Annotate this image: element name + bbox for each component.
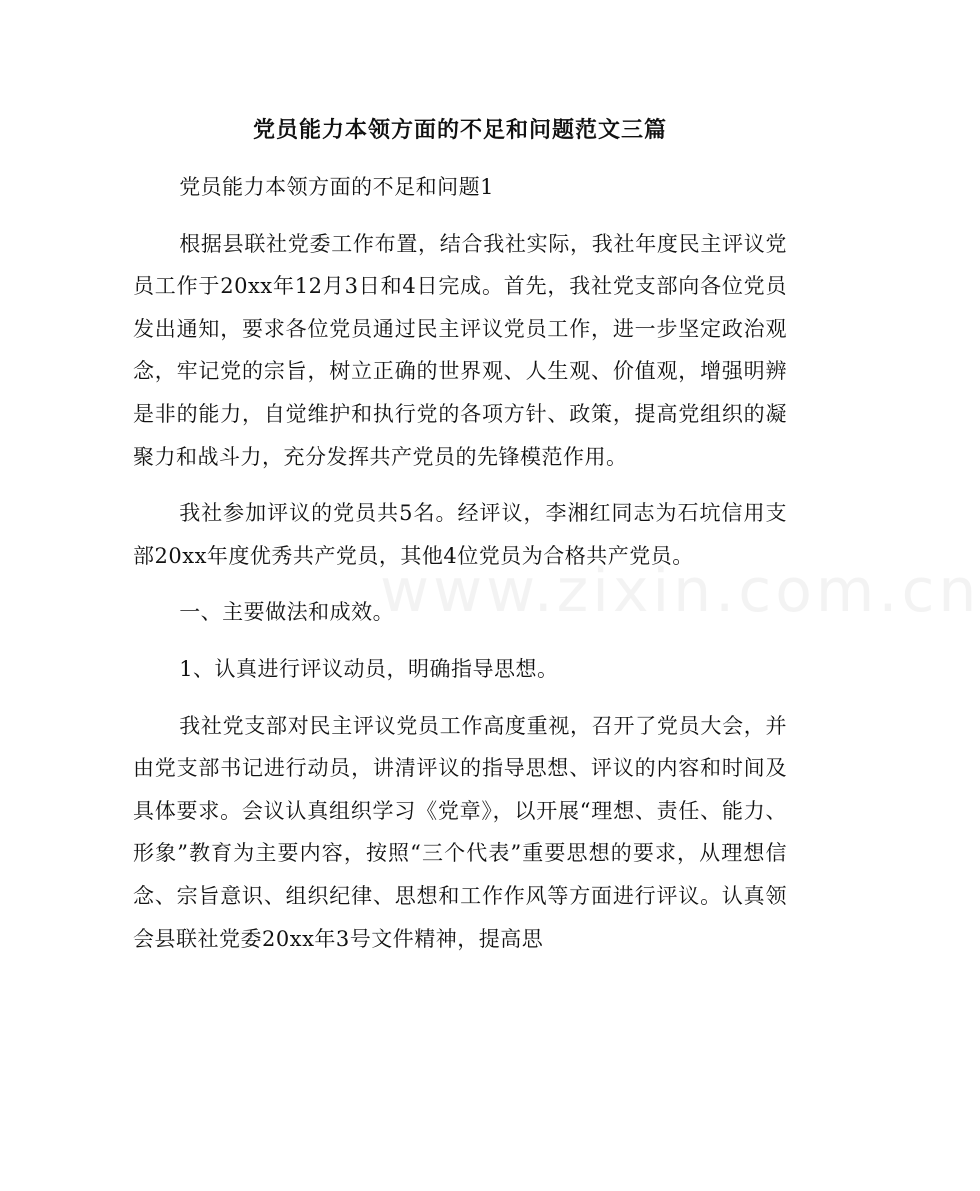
paragraph: 我社党支部对民主评议党员工作高度重视，召开了党员大会，并由党支部书记进行动员，讲清评议的指导思想、评议的内容和时间及具体要求。会议认真组织学习《党章》，以开展“理想、责任、能力、形象”教育为主要内容，按照“三个代表”重要思想的要求，从理想信念、宗旨意识、组织纪律、思想和工作作风等方面进行评议。认真领会县联社党委20xx年3号文件精神，提高思 [133, 713, 787, 951]
watermark: www.zixin.com.cn [380, 556, 980, 626]
subsection-heading: 1、认真进行评议动员，明确指导思想。 [179, 656, 559, 681]
paragraph: 根据县联社党委工作布置，结合我社实际，我社年度民主评议党员工作于20xx年12月3日和4日完成。首先，我社党支部向各位党员发出通知，要求各位党员通过民主评议党员工作，进一步坚定政治观念，牢记党的宗旨，树立正确的世界观、人生观、价值观，增强明辨是非的能力，自觉维护和执行党的各项方针、政策，提高党组织的凝聚力和战斗力，充分发挥共产党员的先锋模范作用。 [133, 231, 787, 469]
paragraph: 我社参加评议的党员共5名。经评议，李湘红同志为石坑信用支部20xx年度优秀共产党员，其他4位党员为合格共产党员。 [133, 501, 787, 568]
document-body [133, 166, 787, 974]
section-heading: 一、主要做法和成效。 [179, 600, 395, 625]
section-heading: 党员能力本领方面的不足和问题1 [179, 175, 495, 199]
document-title: 党员能力本领方面的不足和问题范文三篇 [252, 118, 667, 143]
